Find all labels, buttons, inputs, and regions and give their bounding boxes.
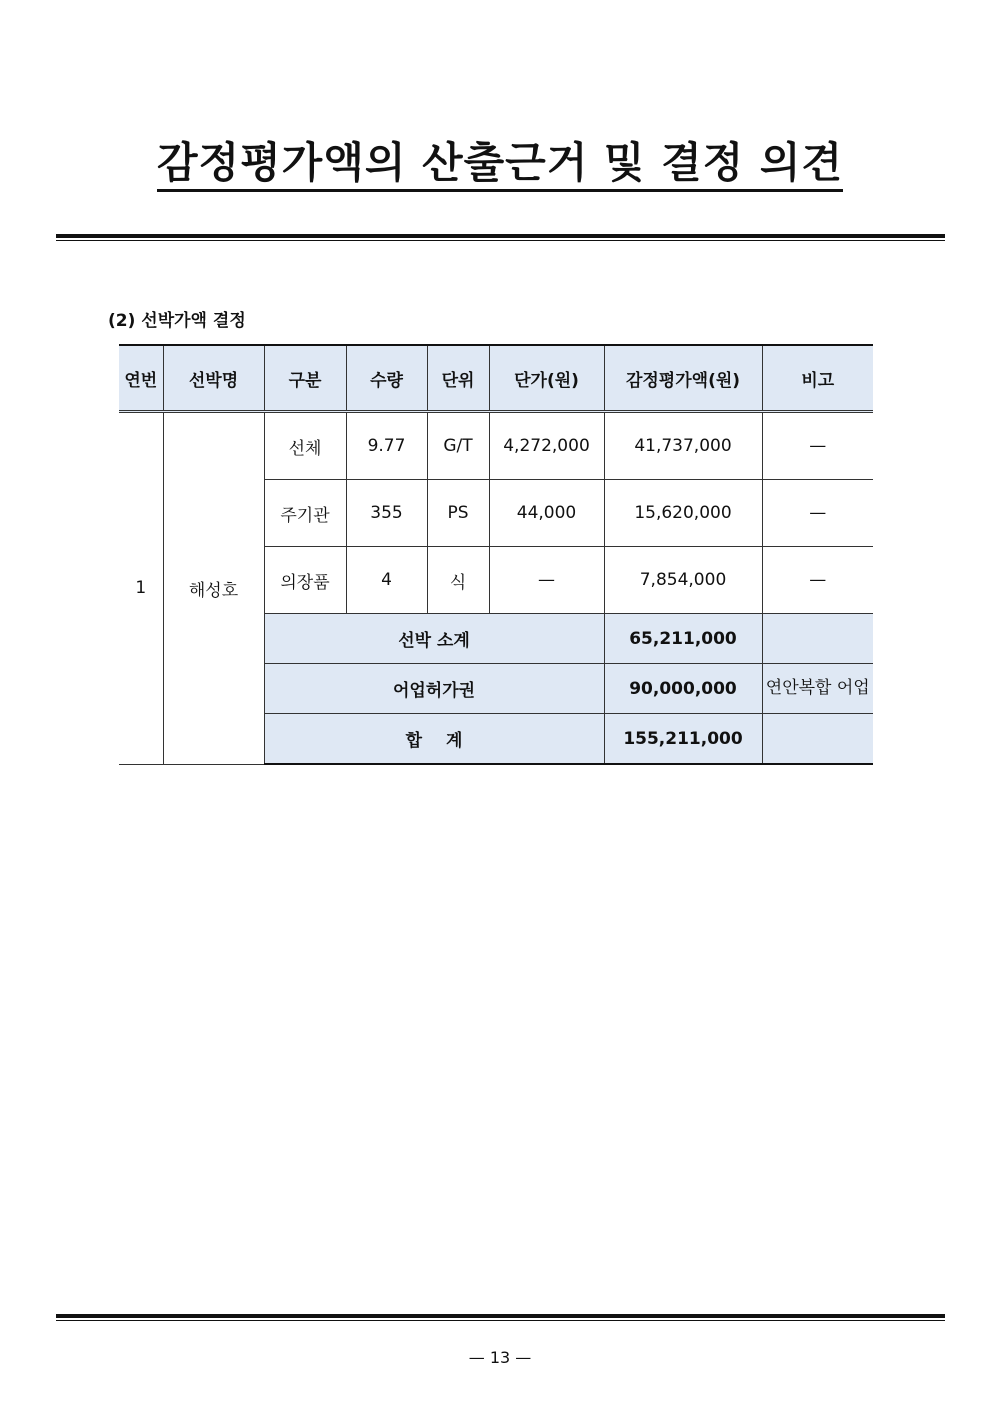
price-cell: 4,272,000 <box>489 412 604 480</box>
header-price: 단가(원) <box>489 345 604 412</box>
top-divider <box>56 234 945 241</box>
total-note <box>762 714 873 765</box>
total-amount: 155,211,000 <box>604 714 762 765</box>
license-note: 연안복합 어업 <box>762 664 873 714</box>
subtotal-label: 선박 소계 <box>264 614 604 664</box>
note-cell: — <box>762 412 873 480</box>
price-cell: 44,000 <box>489 480 604 547</box>
header-amount: 감정평가액(원) <box>604 345 762 412</box>
amount-cell: 7,854,000 <box>604 547 762 614</box>
unit-cell: 식 <box>427 547 489 614</box>
header-seq: 연번 <box>119 345 163 412</box>
amount-cell: 15,620,000 <box>604 480 762 547</box>
amount-cell: 41,737,000 <box>604 412 762 480</box>
qty-cell: 4 <box>346 547 427 614</box>
header-unit: 단위 <box>427 345 489 412</box>
header-type: 구분 <box>264 345 346 412</box>
note-cell: — <box>762 480 873 547</box>
type-cell: 선체 <box>264 412 346 480</box>
qty-cell: 9.77 <box>346 412 427 480</box>
seq-cell: 1 <box>119 412 163 765</box>
bottom-divider <box>56 1314 945 1321</box>
type-cell: 주기관 <box>264 480 346 547</box>
license-amount: 90,000,000 <box>604 664 762 714</box>
unit-cell: G/T <box>427 412 489 480</box>
note-cell: — <box>762 547 873 614</box>
header-note: 비고 <box>762 345 873 412</box>
subtotal-amount: 65,211,000 <box>604 614 762 664</box>
subtotal-note <box>762 614 873 664</box>
price-cell: — <box>489 547 604 614</box>
unit-cell: PS <box>427 480 489 547</box>
qty-cell: 355 <box>346 480 427 547</box>
header-row <box>119 345 873 412</box>
vessel-valuation-table <box>119 344 873 765</box>
page-title: 감정평가액의 산출근거 및 결정 의견 <box>0 130 1000 190</box>
page-number: — 13 — <box>468 1348 532 1367</box>
vessel-name-cell: 해성호 <box>163 412 264 765</box>
license-label: 어업허가권 <box>264 664 604 714</box>
header-qty: 수량 <box>346 345 427 412</box>
header-vessel: 선박명 <box>163 345 264 412</box>
table-row <box>119 412 873 480</box>
total-label: 합 계 <box>264 714 604 765</box>
type-cell: 의장품 <box>264 547 346 614</box>
section-heading: (2) 선박가액 결정 <box>108 311 246 331</box>
